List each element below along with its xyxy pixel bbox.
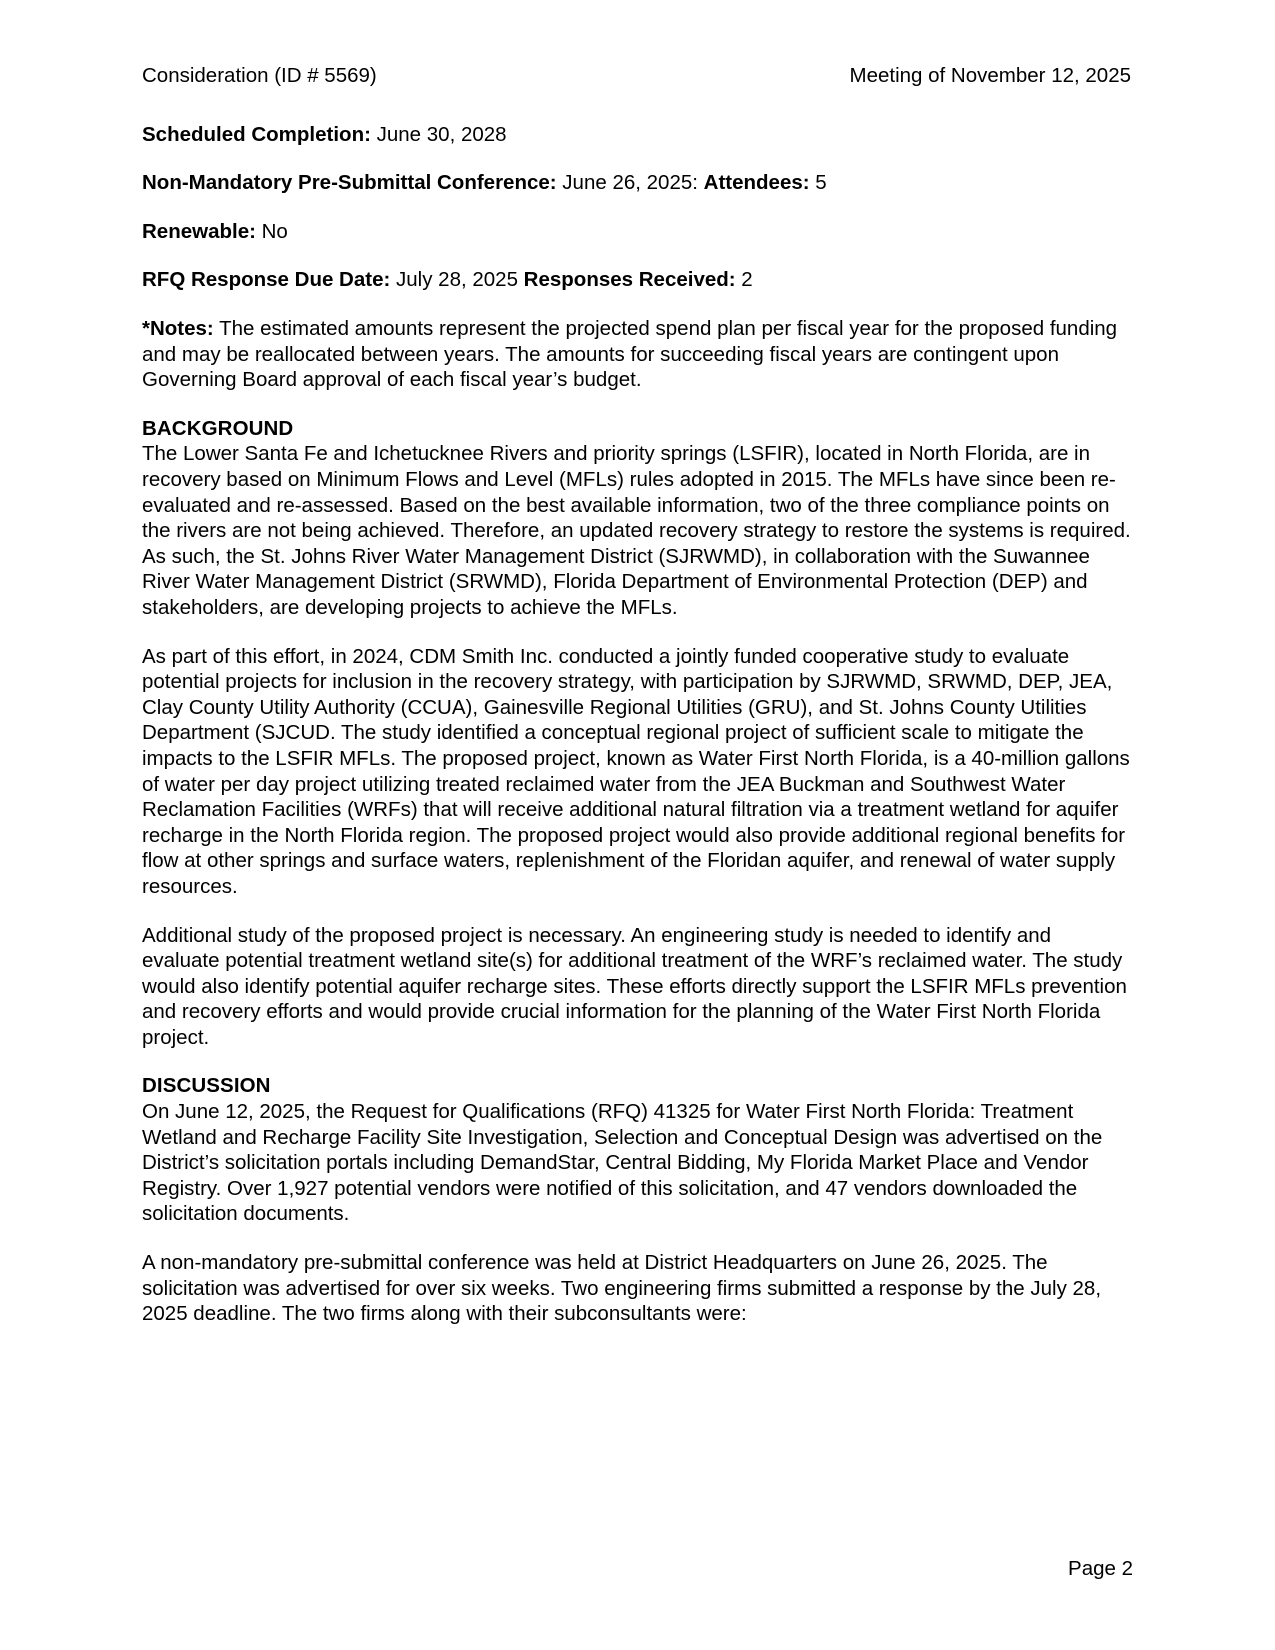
page-header — [142, 56, 1133, 90]
field-pre-submittal-conference — [142, 170, 1133, 196]
responses-received-label: Responses Received: — [523, 268, 736, 292]
section-heading-discussion: DISCUSSION — [142, 1074, 271, 1098]
background-paragraph-1: The Lower Santa Fe and Ichetucknee Rivers and priority springs (LSFIR), located in North Florida, are in recovery based on Minimum Flows and Level (MFLs) rules adopted in 2015. The MFLs have since been re-evaluated and re-assessed. Based on the best available information, two of the three compliance points on the rivers are not being achieved. Therefore, an updated recovery strategy to restore the systems is required. As such, the St. Johns River Water Management District (SJRWMD), in collaboration with the Suwannee River Water Management District (SRWMD), Florida Department of Environmental Protection (DEP) and stakeholders, are developing projects to achieve the MFLs. — [142, 442, 1131, 619]
scheduled-completion-label: Scheduled Completion: — [142, 122, 371, 146]
discussion-paragraph-1: On June 12, 2025, the Request for Qualifications (RFQ) 41325 for Water First North Florida: Treatment Wetland and Recharge Facility Site Investigation, Selection and Conceptual Design was advertised on the District’s solicitation portals including DemandStar, Central Bidding, My Florida Market Place and Vendor Registry. Over 1,927 potential vendors were notified of this solicitation, and 47 vendors downloaded the solicitation documents. — [142, 1100, 1103, 1226]
attendees-label: Attendees: — [703, 171, 810, 195]
page-number-label: Page 2 — [1068, 1557, 1133, 1581]
rfq-due-label: RFQ Response Due Date: — [142, 268, 391, 292]
header-left-title: Consideration (ID # 5569) — [142, 64, 377, 87]
background-paragraph-3: Additional study of the proposed project is necessary. An engineering study is needed to identify and evaluate potential treatment wetland site(s) for additional treatment of the WRF’s reclaimed water. The study would also identify potential aquifer recharge sites. These efforts directly support the LSFIR MFLs prevention and recovery efforts and would provide crucial information for the planning of the Water First North Florida project. — [142, 923, 1127, 1049]
attendees-value: 5 — [809, 171, 827, 195]
discussion-paragraph-2: A non-mandatory pre-submittal conference was held at District Headquarters on June 26, 2025. The solicitation was advertised for over six weeks. Two engineering firms submitted a response by the July 28, 2025 deadline. The two firms along with their subconsultants were: — [142, 1251, 1102, 1326]
field-renewable — [142, 219, 1133, 245]
rfq-due-value: July 28, 2025 — [390, 268, 524, 292]
field-scheduled-completion — [142, 122, 1133, 148]
page-footer — [142, 1556, 1133, 1582]
renewable-value: No — [255, 219, 288, 243]
renewable-label: Renewable: — [142, 219, 256, 243]
pre-submittal-value: June 26, 2025: — [556, 171, 704, 195]
pre-submittal-label: Non-Mandatory Pre-Submittal Conference: — [142, 171, 557, 195]
section-heading-background: BACKGROUND — [142, 416, 294, 440]
header-right-meeting-date: Meeting of November 12, 2025 — [849, 64, 1131, 87]
notes-label: *Notes: — [142, 317, 214, 341]
field-rfq-response-due-date — [142, 267, 1133, 293]
responses-received-value: 2 — [735, 268, 753, 292]
document-body — [142, 122, 1133, 1327]
scheduled-completion-value: June 30, 2028 — [370, 122, 507, 146]
notes-text: The estimated amounts represent the projected spend plan per fiscal year for the proposed funding and may be reallocated between years. The amounts for succeeding fiscal years are contingent upon Governing Board approval of each fiscal year’s budget. — [142, 317, 1118, 392]
notes-paragraph — [142, 316, 1133, 393]
background-paragraph-2: As part of this effort, in 2024, CDM Smith Inc. conducted a jointly funded cooperative study to evaluate potential projects for inclusion in the recovery strategy, with participation by SJRWMD, SRWMD, DEP, JEA, Clay County Utility Authority (CCUA), Gainesville Regional Utilities (GRU), and St. Johns County Utilities Department (SJCUD. The study identified a conceptual regional project of sufficient scale to mitigate the impacts to the LSFIR MFLs. The proposed project, known as Water First North Florida, is a 40-million gallons of water per day project utilizing treated reclaimed water from the JEA Buckman and Southwest Water Reclamation Facilities (WRFs) that will receive additional natural filtration via a treatment wetland for aquifer recharge in the North Florida region. The proposed project would also provide additional regional benefits for flow at other springs and surface waters, replenishment of the Floridan aquifer, and renewal of water supply resources. — [142, 644, 1130, 898]
